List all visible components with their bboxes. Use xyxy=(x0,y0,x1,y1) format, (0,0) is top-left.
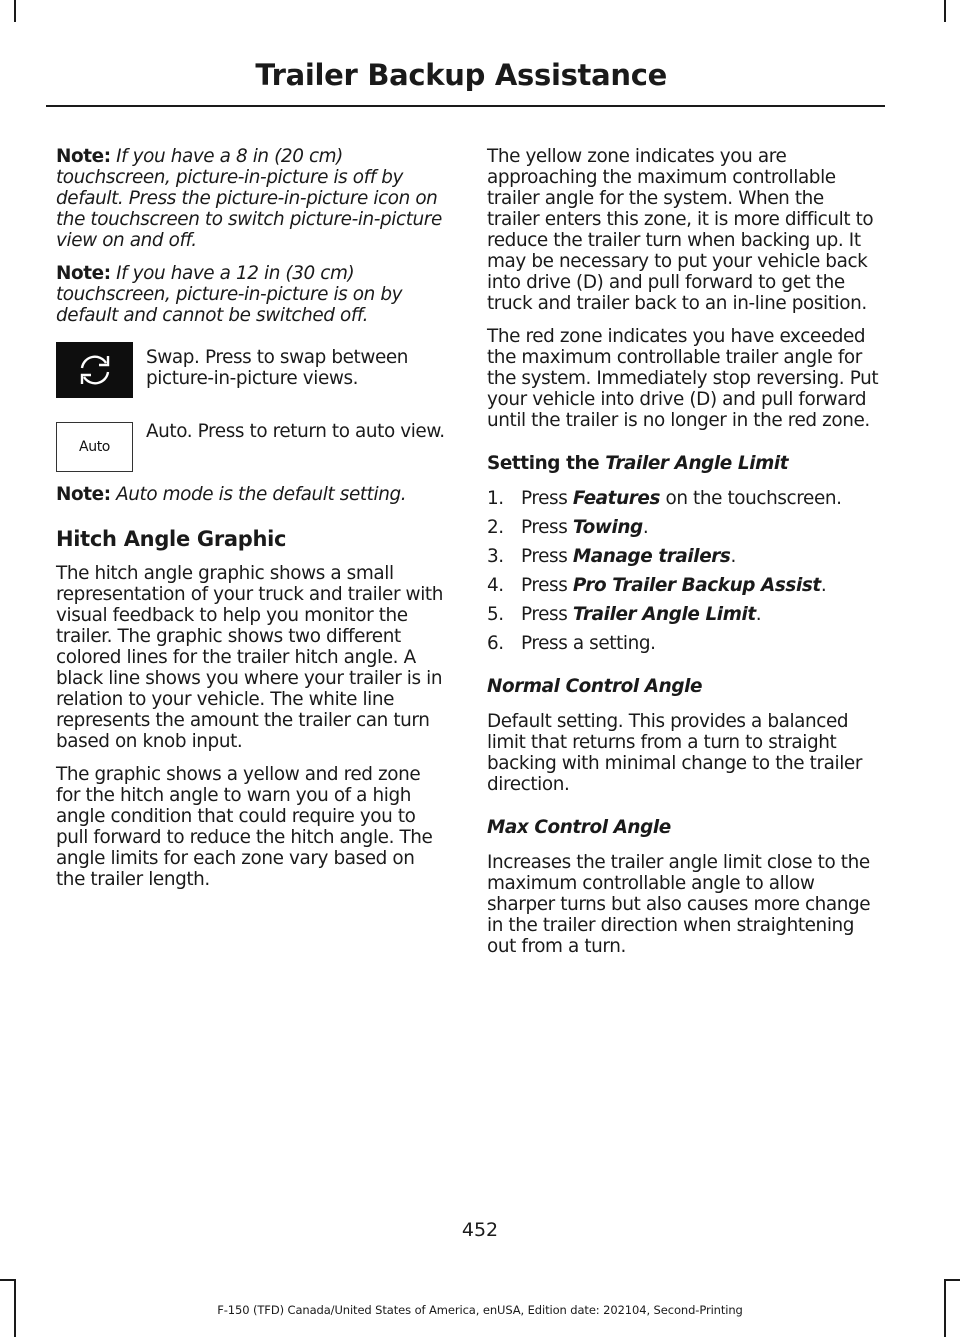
swap-description: Swap. Press to swap between picture-in-picture views. xyxy=(146,347,409,389)
step-number: 5. xyxy=(487,604,504,625)
note-text: If you have a 12 in (30 cm) touchscreen, picture-in-picture is on by default and cannot be switched off. xyxy=(56,263,403,326)
step-post: . xyxy=(730,546,736,567)
step-item xyxy=(487,517,881,538)
header-rule xyxy=(46,105,885,107)
hitch-angle-para-2: The graphic shows a yellow and red zone for the hitch angle to warn you of a high angle condition that could require you to pull forward to reduce the hitch angle. The angle limits for each zone vary based on the trailer length. xyxy=(56,764,433,890)
swap-arrows-icon xyxy=(56,342,133,398)
edition-footer: F-150 (TFD) Canada/United States of America, enUSA, Edition date: 202104, Second-Printing xyxy=(217,1303,743,1317)
auto-description: Auto. Press to return to auto view. xyxy=(146,421,445,442)
step-pre: Press a setting. xyxy=(521,633,656,654)
crop-mark-top-right xyxy=(944,0,946,22)
step-item xyxy=(487,546,881,567)
normal-control-heading: Normal Control Angle xyxy=(487,676,703,697)
step-post: . xyxy=(642,517,649,538)
right-column xyxy=(487,146,881,969)
auto-button-icon xyxy=(56,422,133,472)
note-label: Note: xyxy=(56,146,111,167)
max-control-text: Increases the trailer angle limit close to the maximum controllable angle to allow sharper turns but also causes more change in the trailer direction when straightening out from a turn. xyxy=(487,852,871,957)
steps-list xyxy=(487,488,881,654)
red-zone-para: The red zone indicates you have exceeded the maximum controllable trailer angle for the system. Immediately stop reversing. Put your vehicle into drive (D) and pull forward until the trailer is no longer in the red zone. xyxy=(487,326,879,431)
auto-row xyxy=(56,416,448,472)
setting-heading-plain: Setting the xyxy=(487,453,600,474)
note-auto-default xyxy=(56,484,448,505)
normal-control-text: Default setting. This provides a balanced limit that returns from a turn to straight backing with minimal change to the trailer direction. xyxy=(487,711,862,795)
step-item xyxy=(487,633,881,654)
setting-heading-italic: Trailer Angle Limit xyxy=(605,453,789,474)
step-bold: Manage trailers xyxy=(572,546,731,567)
step-bold: Features xyxy=(572,488,661,509)
step-pre: Press xyxy=(521,604,568,625)
note-label: Note: xyxy=(56,484,111,505)
note-text: If you have a 8 in (20 cm) touchscreen, picture-in-picture is off by default. Press the picture-in-picture icon on the touchscreen to switch picture-in-picture view on and off. xyxy=(56,146,442,251)
step-post: . xyxy=(820,575,827,596)
max-control-heading: Max Control Angle xyxy=(487,817,671,838)
step-pre: Press xyxy=(521,517,568,538)
step-item xyxy=(487,604,881,625)
note-text: Auto mode is the default setting. xyxy=(116,484,407,505)
yellow-zone-para: The yellow zone indicates you are approaching the maximum controllable trailer angle for the system. When the trailer enters this zone, it is more difficult to reduce the trailer turn when backing up. It may be necessary to put your vehicle back into drive (D) and pull forward to get the truck and trailer back to an in-line position. xyxy=(487,146,874,314)
step-bold: Towing xyxy=(572,517,643,538)
hitch-angle-para-1: The hitch angle graphic shows a small representation of your truck and trailer with visual feedback to help you monitor the trailer. The graphic shows two different colored lines for the trailer hitch angle. A black line shows you where your trailer is in relation to your vehicle. The white line represents the amount the trailer can turn based on knob input. xyxy=(56,563,443,752)
step-bold: Pro Trailer Backup Assist xyxy=(572,575,821,596)
crop-mark-bottom-left-h xyxy=(0,1279,16,1281)
auto-icon-label: Auto xyxy=(79,438,110,455)
step-item xyxy=(487,488,881,509)
crop-mark-top-left xyxy=(14,0,16,22)
left-column xyxy=(56,146,448,902)
hitch-angle-heading: Hitch Angle Graphic xyxy=(56,527,287,551)
step-post: . xyxy=(755,604,762,625)
step-number: 2. xyxy=(487,517,504,538)
step-number: 1. xyxy=(487,488,504,509)
step-number: 6. xyxy=(487,633,504,654)
step-pre: Press xyxy=(521,488,568,509)
crop-mark-bottom-right-h xyxy=(944,1279,960,1281)
step-number: 4. xyxy=(487,575,504,596)
step-number: 3. xyxy=(487,546,504,567)
step-bold: Trailer Angle Limit xyxy=(572,604,756,625)
page-title: Trailer Backup Assistance xyxy=(255,58,667,92)
step-post: on the touchscreen. xyxy=(660,488,842,509)
step-pre: Press xyxy=(521,575,568,596)
swap-row xyxy=(56,342,448,398)
note-pip-12in xyxy=(56,263,448,326)
note-pip-8in xyxy=(56,146,448,251)
step-item xyxy=(487,575,881,596)
setting-heading xyxy=(487,453,881,474)
page-number: 452 xyxy=(461,1219,499,1241)
note-label: Note: xyxy=(56,263,111,284)
step-pre: Press xyxy=(521,546,568,567)
